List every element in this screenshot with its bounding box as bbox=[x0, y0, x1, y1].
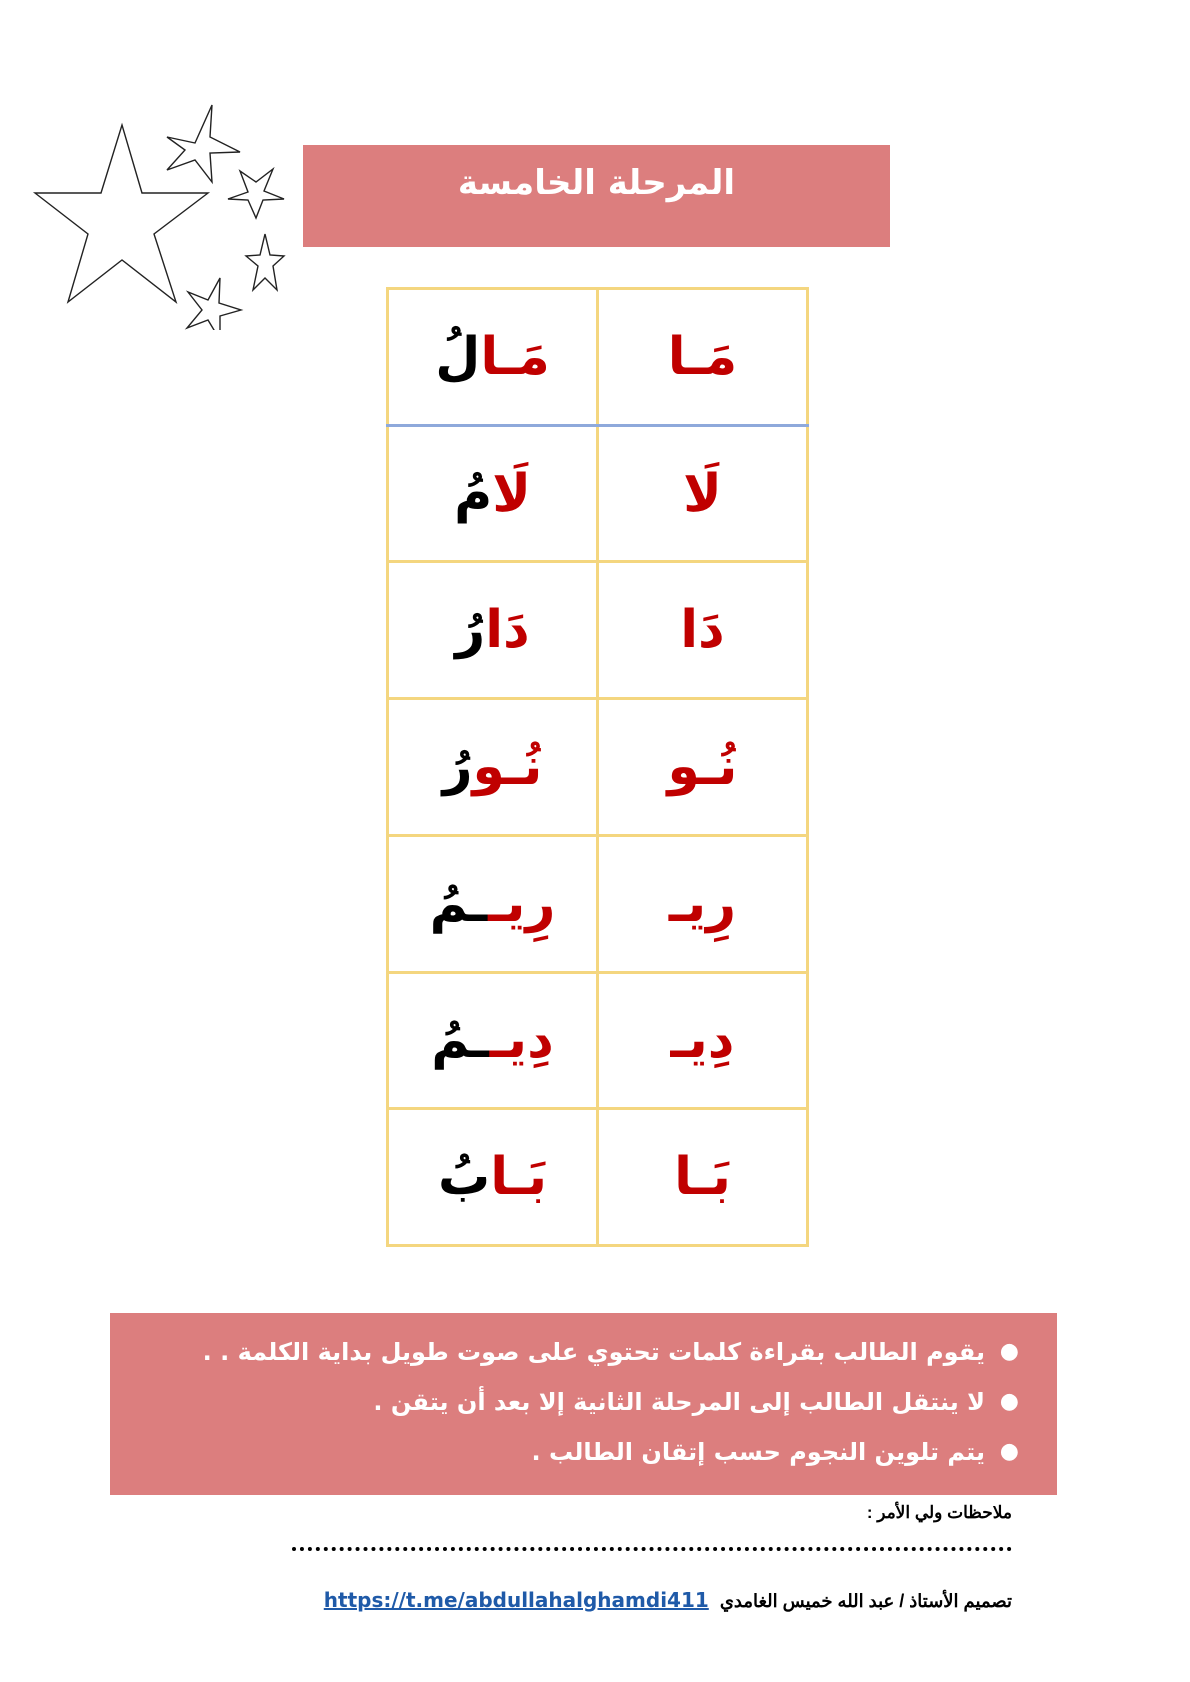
remaining-letter: رُ bbox=[455, 600, 486, 661]
word-text bbox=[443, 737, 543, 797]
bullet-icon: ● bbox=[999, 1439, 1019, 1464]
long-vowel-part: دَا bbox=[680, 600, 725, 661]
remaining-letter: مُ bbox=[454, 463, 493, 524]
long-vowel-part: بَـا bbox=[674, 1147, 731, 1208]
word-cell bbox=[388, 1109, 598, 1246]
long-vowel-part: مَـا bbox=[480, 326, 550, 387]
table-row bbox=[388, 835, 808, 972]
parent-notes-label: ملاحظات ولي الأمر : bbox=[866, 1503, 1012, 1522]
long-vowel-part: لَا bbox=[683, 463, 722, 524]
syllable-text bbox=[674, 1147, 731, 1207]
syllable-text bbox=[668, 327, 738, 387]
star-icon bbox=[228, 169, 284, 218]
syllable-word-table bbox=[386, 287, 809, 1247]
syllable-cell bbox=[598, 289, 808, 426]
star-icon bbox=[187, 278, 241, 330]
remaining-letter: بُ bbox=[437, 1147, 491, 1208]
instruction-item: ● لا ينتقل الطالب إلى المرحلة الثانية إلا بعد أن يتقن . bbox=[130, 1377, 1019, 1427]
word-text bbox=[455, 600, 529, 660]
parent-notes-dotted-line[interactable] bbox=[292, 1537, 1012, 1551]
syllable-cell bbox=[598, 562, 808, 699]
word-cell bbox=[388, 972, 598, 1109]
long-vowel-part: رِيـ bbox=[668, 873, 737, 934]
remaining-letter: ـمُ bbox=[429, 873, 489, 934]
stage-title-banner bbox=[303, 145, 890, 247]
long-vowel-part: دَا bbox=[485, 600, 530, 661]
word-cell bbox=[388, 835, 598, 972]
word-cell bbox=[388, 289, 598, 426]
syllable-cell bbox=[598, 1109, 808, 1246]
long-vowel-part: دِيـ bbox=[489, 1010, 554, 1071]
long-vowel-part: لَا bbox=[492, 463, 531, 524]
syllable-cell bbox=[598, 835, 808, 972]
long-vowel-part: مَـا bbox=[667, 326, 738, 387]
syllable-text bbox=[669, 874, 736, 934]
bullet-icon: ● bbox=[999, 1389, 1019, 1414]
long-vowel-part: نُـو bbox=[667, 736, 738, 797]
syllable-cell bbox=[598, 972, 808, 1109]
syllable-text bbox=[680, 600, 725, 660]
syllable-cell bbox=[598, 699, 808, 836]
word-text bbox=[430, 874, 556, 934]
syllable-text bbox=[671, 1010, 735, 1070]
table-row bbox=[388, 562, 808, 699]
table-row bbox=[388, 289, 808, 426]
remaining-letter: لُ bbox=[435, 326, 481, 387]
star-icon bbox=[167, 105, 240, 182]
syllable-cell bbox=[598, 425, 808, 562]
remaining-letter: ـمُ bbox=[431, 1010, 490, 1071]
long-vowel-part: رِيـ bbox=[488, 873, 556, 934]
telegram-link[interactable]: https://t.me/abdullahalghamdi411 bbox=[323, 1588, 709, 1612]
word-cell bbox=[388, 699, 598, 836]
table-row bbox=[388, 699, 808, 836]
long-vowel-part: بَـا bbox=[490, 1147, 548, 1208]
instructions-box bbox=[110, 1313, 1057, 1495]
star-icon bbox=[246, 234, 284, 290]
long-vowel-part: نُـو bbox=[472, 736, 543, 797]
word-cell bbox=[388, 425, 598, 562]
footer-credit bbox=[324, 1588, 1012, 1612]
remaining-letter: رُ bbox=[442, 736, 473, 797]
syllable-text bbox=[683, 464, 722, 524]
page-title: المرحلة الخامسة bbox=[457, 163, 736, 203]
bullet-icon: ● bbox=[999, 1339, 1019, 1364]
long-vowel-part: دِيـ bbox=[670, 1010, 735, 1071]
table-row bbox=[388, 425, 808, 562]
word-text bbox=[431, 1010, 554, 1070]
instruction-item: ● يتم تلوين النجوم حسب إتقان الطالب . bbox=[130, 1427, 1019, 1477]
word-text bbox=[435, 327, 550, 387]
stars-decoration-icon bbox=[30, 100, 290, 330]
syllable-text bbox=[668, 737, 738, 797]
word-text bbox=[438, 1147, 547, 1207]
table-row bbox=[388, 1109, 808, 1246]
instruction-item: ● يقوم الطالب بقراءة كلمات تحتوي على صوت طويل بداية الكلمة . . bbox=[130, 1327, 1019, 1377]
star-icon bbox=[35, 125, 208, 302]
word-cell bbox=[388, 562, 598, 699]
instructions-list bbox=[110, 1313, 1057, 1477]
designer-credit: تصميم الأستاذ / عبد الله خميس الغامدي bbox=[719, 1591, 1012, 1611]
table-row bbox=[388, 972, 808, 1109]
word-text bbox=[454, 464, 531, 524]
